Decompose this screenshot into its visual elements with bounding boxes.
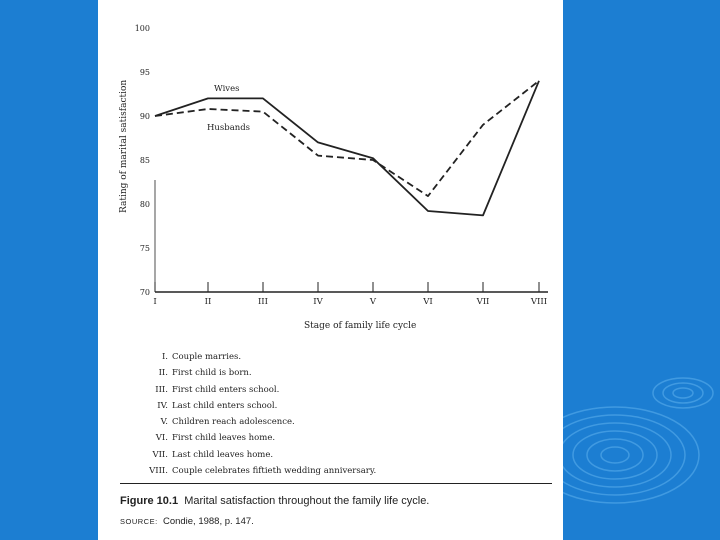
line-chart xyxy=(98,0,563,340)
legend-item: I. Couple marries. xyxy=(161,352,242,362)
caption-divider xyxy=(120,483,552,484)
y-tick-label: 85 xyxy=(139,156,150,165)
x-tick-label: I xyxy=(153,297,157,307)
x-tick-label: VI xyxy=(423,297,433,307)
legend-item: IV. Last child enters school. xyxy=(157,400,278,411)
x-tick-label: VIII xyxy=(530,297,548,307)
source-key: SOURCE: xyxy=(120,517,158,526)
y-tick-label: 80 xyxy=(139,200,150,209)
figure-caption xyxy=(120,495,429,507)
x-tick-label: IV xyxy=(313,297,323,307)
y-tick-label: 90 xyxy=(139,112,150,121)
chart-ticks xyxy=(135,24,547,307)
y-axis-title: Rating of marital satisfaction xyxy=(119,79,129,213)
x-tick-label: V xyxy=(369,297,377,307)
source-text: Condie, 1988, p. 147. xyxy=(162,516,254,527)
figure-label: Figure 10.1 xyxy=(120,495,179,507)
stage-legend xyxy=(142,352,542,482)
figure-title: Marital satisfaction throughout the family life cycle. xyxy=(184,495,430,507)
x-tick-label: III xyxy=(257,297,269,307)
figure-page xyxy=(98,0,563,540)
legend-item: II. First child is born. xyxy=(158,368,252,379)
y-tick-label: 100 xyxy=(134,24,150,33)
series-label-husbands: Husbands xyxy=(207,123,251,133)
legend-item: VIII. Couple celebrates fiftieth wedding anniversary. xyxy=(149,466,377,477)
figure-source xyxy=(120,516,254,527)
legend-item: VI. First child leaves home. xyxy=(155,433,276,444)
x-tick-label: II xyxy=(204,297,212,307)
series-label-wives: Wives xyxy=(214,84,240,94)
legend-item: V. Children reach adolescence. xyxy=(160,417,295,428)
series-line-wives xyxy=(155,81,539,216)
y-tick-label: 75 xyxy=(139,244,150,253)
legend-item: III. First child enters school. xyxy=(155,384,280,395)
legend-item: VII. Last child leaves home. xyxy=(152,449,274,460)
chart-axes xyxy=(155,180,548,292)
x-tick-label: VII xyxy=(476,297,490,307)
x-axis-title: Stage of family life cycle xyxy=(304,321,417,331)
y-tick-label: 95 xyxy=(139,68,150,77)
y-tick-label: 70 xyxy=(139,288,150,297)
chart-series xyxy=(155,81,539,216)
